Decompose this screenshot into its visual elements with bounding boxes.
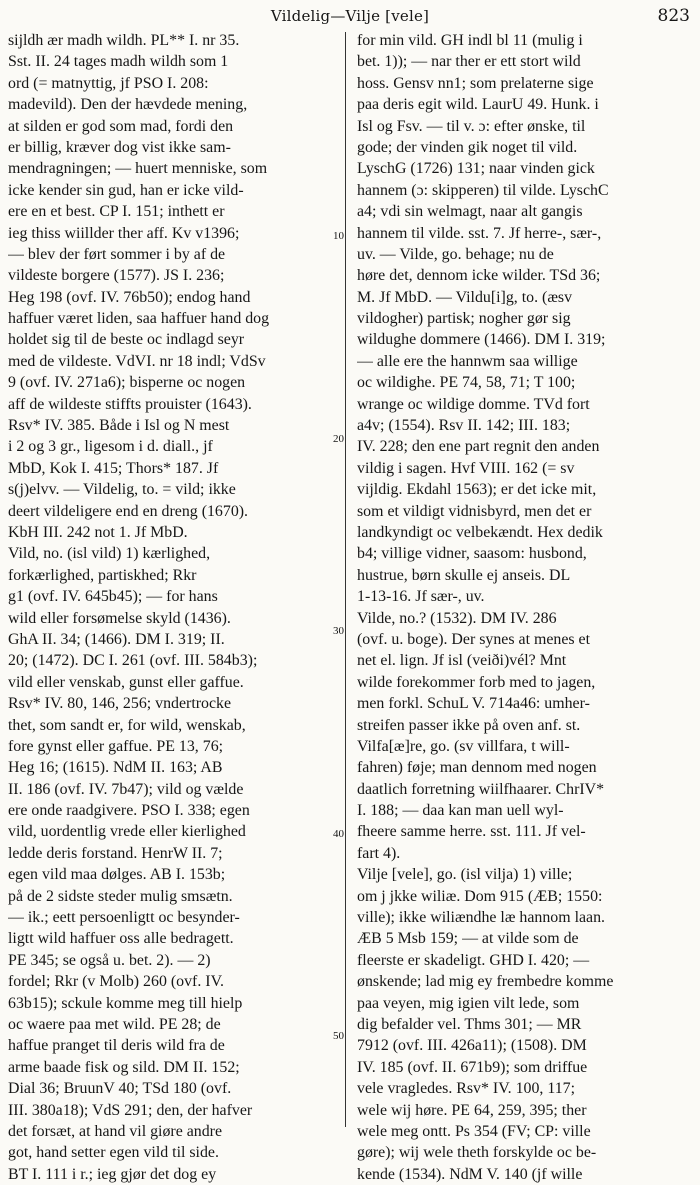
text-line: fart 4). — [357, 844, 401, 862]
text-line: Heg 198 (ovf. IV. 76b50); endog hand — [8, 288, 251, 306]
text-line: paa veyen, mig igien vilt lede, som — [357, 994, 580, 1012]
text-line: om j jkke wiliæ. Dom 915 (ÆB; 1550: — [357, 887, 603, 905]
text-line: deert vildeligere end en dreng (1670). — [8, 502, 249, 520]
line-number-10: 10 — [333, 230, 344, 242]
text-line: 63b15); sckule komme meg till hielp — [8, 994, 243, 1012]
text-line: haffue pranget til deris wild fra de — [8, 1037, 225, 1055]
text-line: BT I. 111 i r.; ieg gjør det dog ey — [8, 1165, 217, 1183]
text-line: wrange oc wildige domme. TVd fort — [357, 395, 590, 413]
text-line: vild, uordentlig vrede eller kierlighed — [8, 823, 246, 841]
text-line: wele wij høre. PE 64, 259, 395; ther — [357, 1101, 587, 1119]
text-line: ligtt wild haffuer oss alle bedragett. — [8, 930, 234, 948]
text-line: vildig i sagen. Hvf VIII. 162 (= sv — [357, 459, 575, 477]
text-line: GhA II. 34; (1466). DM I. 319; II. — [8, 630, 225, 648]
text-line: det forsæt, at hand vil giøre andre — [8, 1122, 223, 1140]
text-line: madevild). Den der hævdede mening, — [8, 96, 248, 114]
text-line: KbH III. 242 not 1. Jf MbD. — [8, 523, 188, 541]
text-line: er billig, kræver dog vist ikke sam- — [8, 138, 231, 156]
text-line: a4; vdi sin welmagt, naar alt gangis — [357, 203, 583, 221]
text-line: gøre); wij wele theth forskylde oc be- — [357, 1144, 597, 1162]
text-line: haffuer været liden, saa haffuer hand dog — [8, 310, 270, 328]
text-line: g1 (ovf. IV. 645b45); — for hans — [8, 588, 218, 606]
text-line: 20; (1472). DC I. 261 (ovf. III. 584b3); — [8, 652, 258, 670]
text-line: Vild, no. (isl vild) 1) kærlighed, — [8, 545, 211, 563]
text-line: ere en et best. CP I. 151; inthett er — [8, 203, 225, 221]
text-line: som et vildigt vidnisbyrd, men det er — [357, 502, 592, 520]
text-line: ieg thiss wiillder ther aff. Kv v1396; — [8, 224, 240, 242]
text-line: got, hand setter egen vild til side. — [8, 1144, 219, 1162]
text-line: MbD, Kok I. 415; Thors* 187. Jf — [8, 459, 219, 477]
text-line: at silden er god som mad, fordi den — [8, 117, 234, 135]
text-line: fore gynst eller gaffue. PE 13, 76; — [8, 737, 224, 755]
line-number-20: 20 — [333, 433, 344, 445]
text-line: Vilde, no.? (1532). DM IV. 286 — [357, 609, 557, 627]
text-line: vijldig. Ekdahl 1563); er det icke mit, — [357, 481, 597, 499]
text-line: hustrue, børn skulle ej anseis. DL — [357, 566, 571, 584]
text-line: I. 188; — daa kan man uell wyl- — [357, 802, 564, 820]
text-line: Isl og Fsv. — til v. ɔ: efter ønske, til — [357, 117, 586, 135]
line-number-40: 40 — [333, 828, 344, 840]
text-line: Sst. II. 24 tages madh wildh som 1 — [8, 53, 229, 71]
text-line: mendragningen; — huert menniske, som — [8, 160, 268, 178]
page-number: 823 — [657, 6, 690, 26]
text-line: wild eller forsømelse skyld (1436). — [8, 609, 231, 627]
text-line: net el. lign. Jf isl (veiði)vél? Mnt — [357, 652, 567, 670]
text-line: III. 380a18); VdS 291; den, der hafver — [8, 1101, 253, 1119]
text-line: oc wildighe. PE 74, 58, 71; T 100; — [357, 374, 576, 392]
text-line: sijldh ær madh wildh. PL** I. nr 35. — [8, 32, 240, 49]
text-line: thet, som sandt er, for wild, wenskab, — [8, 716, 246, 734]
text-line: i 2 og 3 gr., ligesom i d. diall., jf — [8, 438, 213, 456]
text-line: wele meg ontt. Ps 354 (FV; CP: ville — [357, 1122, 591, 1140]
text-line: uv. — Vilde, go. behage; nu de — [357, 245, 554, 263]
line-number-50: 50 — [333, 1030, 344, 1042]
text-line: IV. 185 (ovf. II. 671b9); som driffue — [357, 1058, 588, 1076]
text-line: 7912 (ovf. III. 426a11); (1508). DM — [357, 1037, 587, 1055]
text-line: arme baade fisk og sild. DM II. 152; — [8, 1058, 240, 1076]
text-line: hoss. Gensv nn1; som prelaterne sige — [357, 74, 594, 92]
text-line: icke kender sin gud, han er icke vild- — [8, 181, 244, 199]
text-line: Rsv* IV. 385. Både i Isl og N mest — [8, 417, 230, 435]
text-line: LyschG (1726) 131; naar vinden gick — [357, 160, 595, 178]
text-line: på de 2 sidste steder mulig smsætn. — [8, 887, 233, 905]
text-line: — ik.; eett persoenligtt oc besynder- — [8, 909, 240, 927]
text-line: a4v; (1554). Rsv II. 142; III. 183; — [357, 417, 571, 435]
text-line: vele vragledes. Rsv* IV. 100, 117; — [357, 1080, 576, 1098]
text-line: hannem (ɔ: skipperen) til vilde. LyschC — [357, 181, 609, 199]
text-line: M. Jf MbD. — Vildu[i]g, to. (æsv — [357, 288, 573, 306]
text-line: 9 (ovf. IV. 271a6); bisperne oc nogen — [8, 374, 246, 392]
text-line: fahren) føje; man dennom med nogen — [357, 759, 597, 777]
text-line: Vilje [vele], go. (isl vilja) 1) ville; — [357, 866, 573, 884]
running-head: Vildelig—Vilje [vele] — [270, 7, 430, 25]
text-line: ÆB 5 Msb 159; — at vilde som de — [357, 930, 579, 948]
text-line: holdet sig til de beste oc indlagd seyr — [8, 331, 245, 349]
text-line: ville); ikke wiliændhe læ hannom laan. — [357, 909, 606, 927]
text-line: Vilfa[æ]re, go. (sv villfara, t will- — [357, 737, 570, 755]
text-line: PE 345; se også u. bet. 2). — 2) — [8, 951, 211, 969]
text-line: hannem til vilde. sst. 7. Jf herre-, sær-, — [357, 224, 602, 242]
text-line: ledde deris forstand. HenrW II. 7; — [8, 844, 223, 862]
text-line: vildogher) partisk; nogher gør sig — [357, 310, 571, 328]
text-line: ønskende; lad mig ey frembedre komme — [357, 973, 614, 991]
text-line: forkærlighed, partiskhed; Rkr — [8, 566, 197, 584]
text-line: IV. 228; den ene part regnit den anden — [357, 438, 600, 456]
text-line: — alle ere the hannwm saa willige — [357, 352, 578, 370]
text-line: vild eller venskab, gunst eller gaffue. — [8, 673, 244, 691]
text-line: kende (1534). NdM V. 140 (jf wille — [357, 1165, 583, 1183]
text-line: — blev der ført sommer i by af de — [8, 245, 226, 263]
text-line: egen vild maa dølges. AB I. 153b; — [8, 866, 226, 884]
text-line: men forkl. SchuL V. 714a46: umher- — [357, 695, 590, 713]
text-line: landkyndigt oc velbekændt. Hex dedik — [357, 523, 603, 541]
text-line: streifen passer ikke på oven anf. st. — [357, 716, 581, 734]
text-line: Rsv* IV. 80, 146, 256; vndertrocke — [8, 695, 232, 713]
right-column — [357, 30, 687, 1185]
page-header — [0, 5, 700, 27]
left-column — [8, 30, 333, 1185]
text-line: aff de wildeste stiffts prouister (1643). — [8, 395, 252, 413]
text-line: b4; villige vidner, saasom: husbond, — [357, 545, 587, 563]
text-line: høre det, dennom icke wilder. TSd 36; — [357, 267, 601, 285]
text-line: vildeste borgere (1577). JS I. 236; — [8, 267, 225, 285]
text-line: fheere samme herre. sst. 111. Jf vel- — [357, 823, 586, 841]
text-line: wildughe dommere (1466). DM I. 319; — [357, 331, 606, 349]
text-line: oc waere paa met wild. PE 28; de — [8, 1015, 221, 1033]
text-line: ere onde raadgivere. PSO I. 338; egen — [8, 802, 250, 820]
text-line: bet. 1)); — nar ther er ett stort wild — [357, 53, 581, 71]
text-line: dig befalder vel. Thms 301; — MR — [357, 1015, 582, 1033]
text-line: daatlich forretning wiilfhaarer. ChrIV* — [357, 780, 605, 798]
text-line: s(j)elvv. — Vildelig, to. = vild; ikke — [8, 481, 236, 499]
text-line: gode; der vinden gik noget til vild. — [357, 138, 578, 156]
text-line: Heg 16; (1615). NdM II. 163; AB — [8, 759, 223, 777]
text-line: Dial 36; BruunV 40; TSd 180 (ovf. — [8, 1080, 232, 1098]
text-line: II. 186 (ovf. IV. 7b47); vild og vælde — [8, 780, 244, 798]
line-number-30: 30 — [333, 625, 344, 637]
text-line: (ovf. u. boge). Der synes at menes et — [357, 630, 590, 648]
text-line: wilde forekommer forb med to jagen, — [357, 673, 596, 691]
text-line: for min vild. GH indl bl 11 (mulig i — [357, 32, 583, 49]
text-line: fleerste er skadeligt. GHD I. 420; — — [357, 951, 590, 969]
text-line: med de vildeste. VdVI. nr 18 indl; VdSv — [8, 352, 266, 370]
text-line: 1-13-16. Jf sær-, uv. — [357, 588, 485, 606]
text-line: fordel; Rkr (v Molb) 260 (ovf. IV. — [8, 973, 224, 991]
text-line: ord (= matnyttig, jf PSO I. 208: — [8, 74, 209, 92]
column-divider — [345, 32, 346, 1127]
text-line: paa deris egit wild. LaurU 49. Hunk. i — [357, 96, 599, 114]
